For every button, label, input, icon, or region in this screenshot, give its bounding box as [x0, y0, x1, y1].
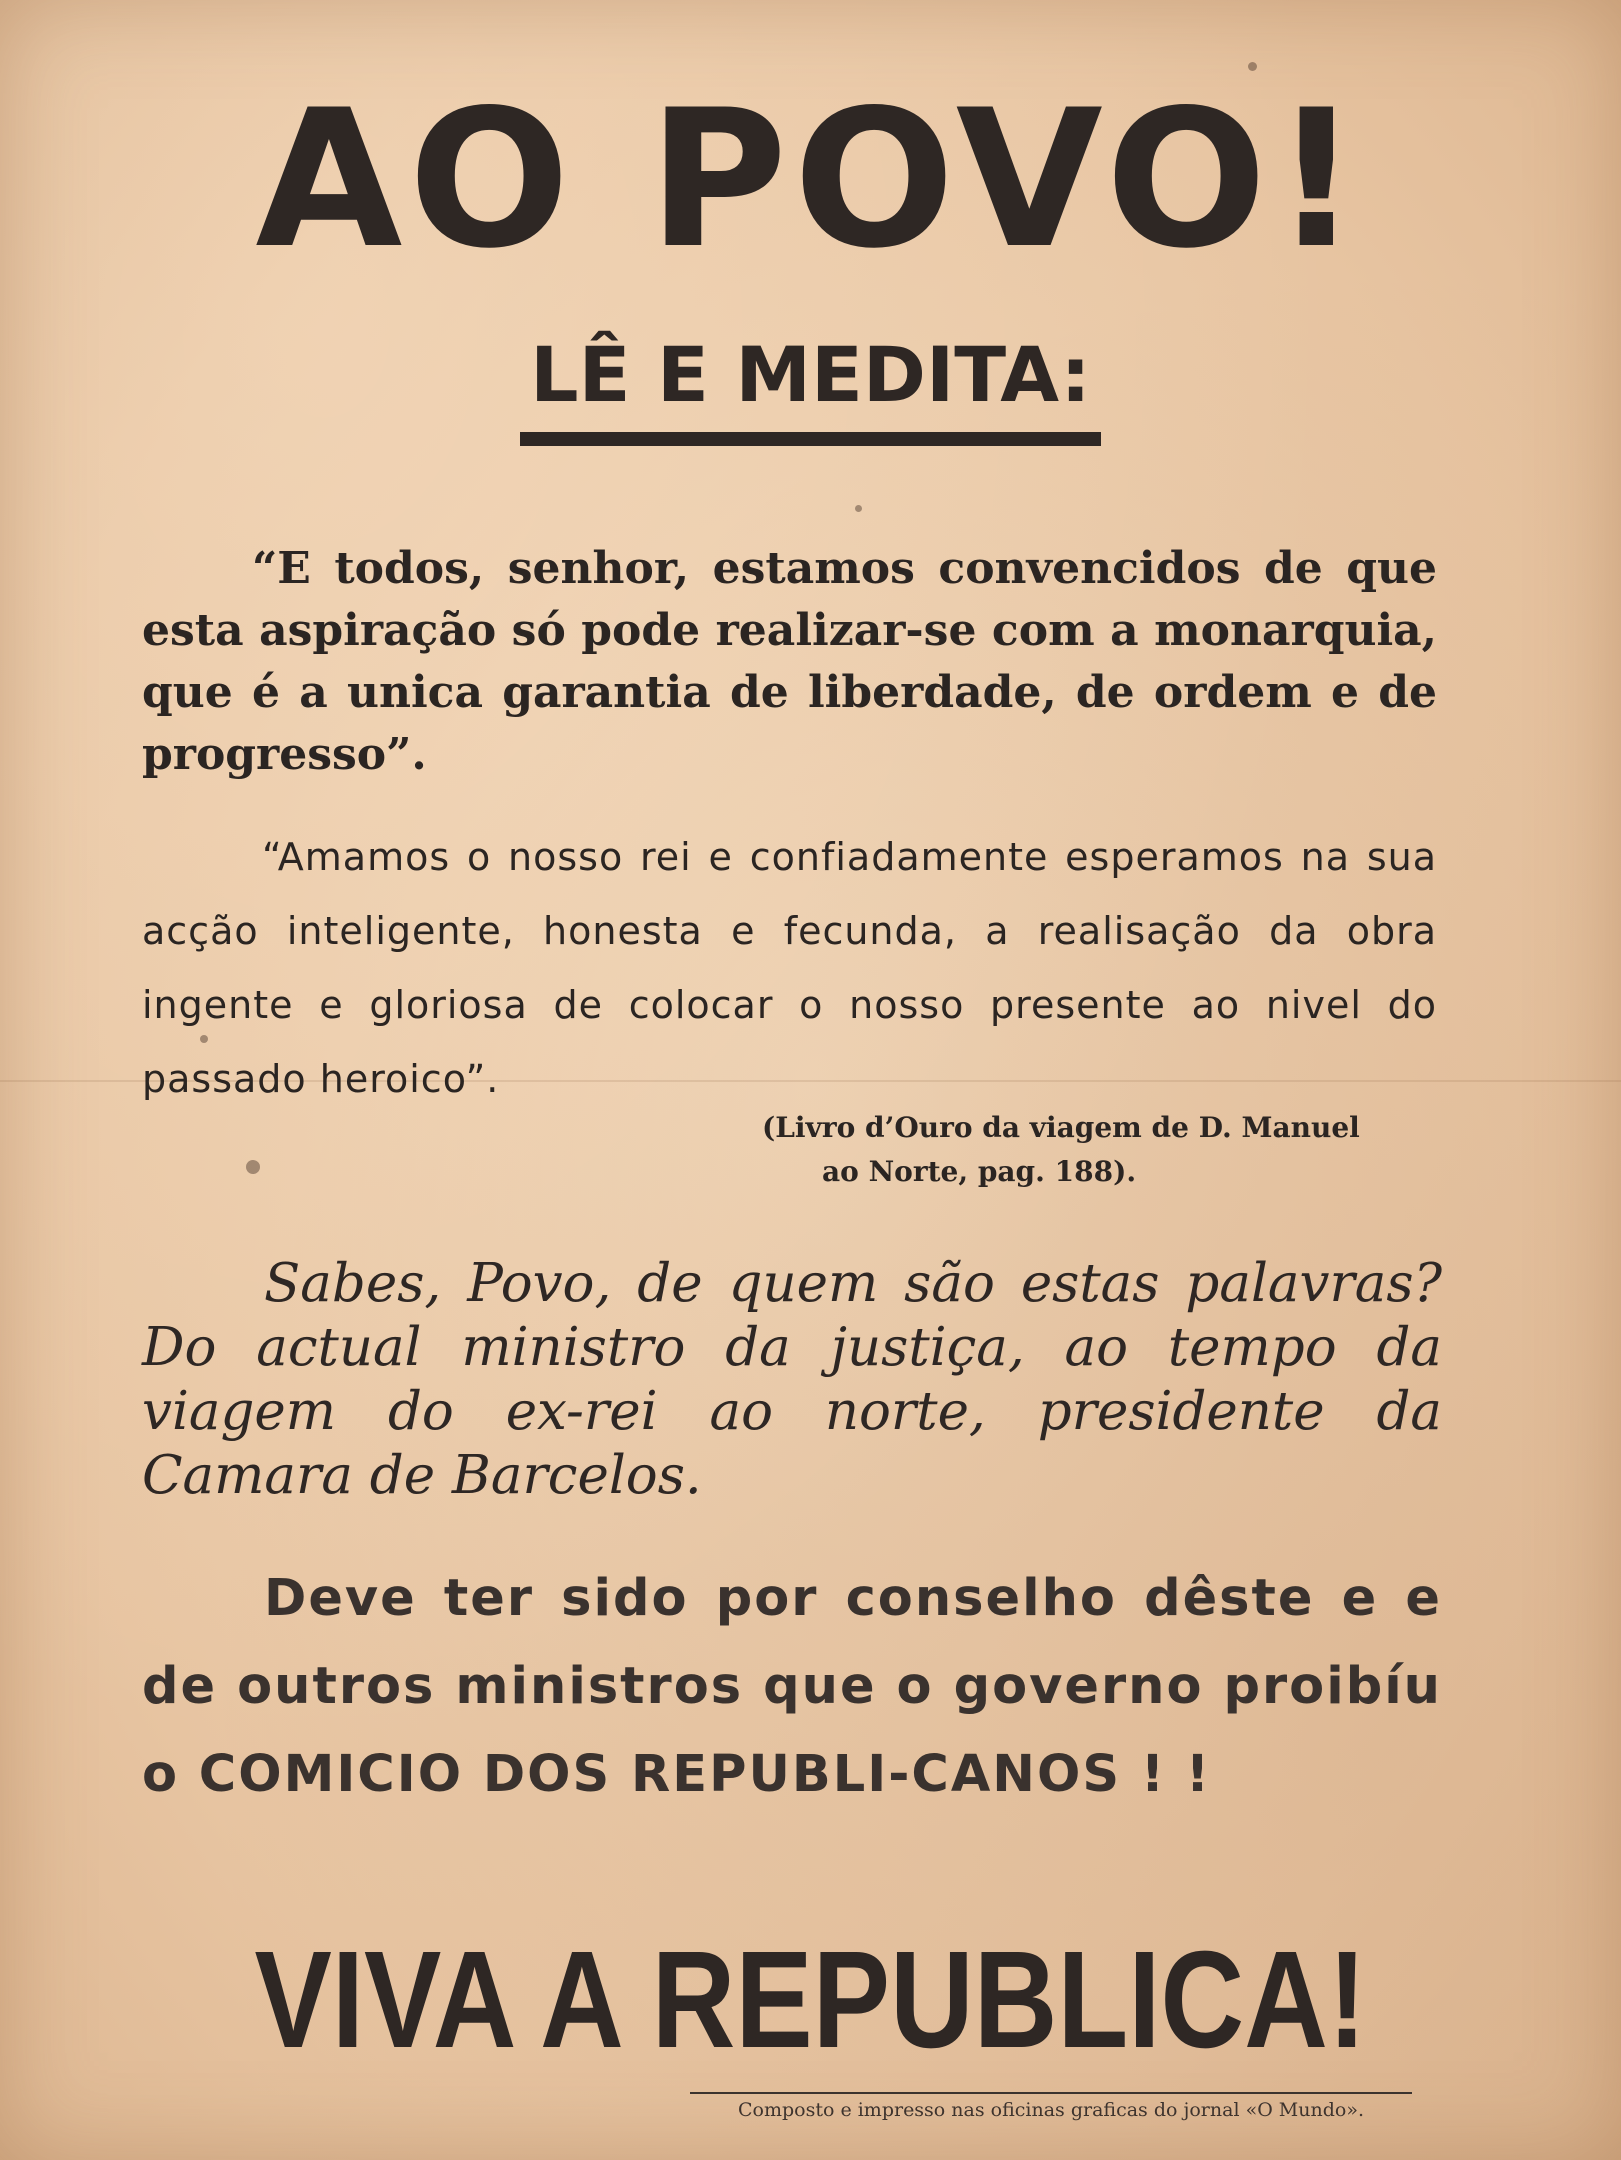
poster-title: AO POVO!: [255, 69, 1366, 290]
citation-line-2: ao Norte, pag. 188).: [822, 1155, 1137, 1188]
ink-speck: [855, 505, 862, 512]
citation-line-1: (Livro d’Ouro da viagem de D. Manuel: [762, 1111, 1360, 1144]
advice-paragraph: Deve ter sido por conselho dêste e e de outros ministros que o governo proibíu o COMICIO DOS REPUBLI-CANOS ! !: [142, 1569, 1442, 1804]
question-paragraph: Sabes, Povo, de quem são estas palavras? Do actual ministro da justiça, ao tempo da viagem do ex-rei ao norte, presidente da Camara de Barcelos.: [142, 1253, 1442, 1506]
quote-paragraph-1: “E todos, senhor, estamos convencidos de que esta aspiração só pode realizar-se com a monarquia, que é a unica garantia de liberdade, de ordem e de progresso”.: [142, 543, 1437, 780]
printer-imprint: Composto e impresso nas oficinas graficas do jornal «O Mundo».: [737, 2099, 1365, 2121]
quote-citation: [762, 1106, 1452, 1194]
closing-slogan: VIVA A REPUBLICA!: [254, 1923, 1367, 2077]
poster-subtitle: LÊ E MEDITA:: [520, 330, 1101, 446]
quote-paragraph-2: “Amamos o nosso rei e confiadamente esperamos na sua acção inteligente, honesta e fecunda, a realisação da obra ingente e gloriosa de colocar o nosso presente ao nivel do passado heroico”.: [142, 835, 1437, 1101]
subtitle-block: [0, 330, 1621, 446]
ink-speck: [246, 1160, 260, 1174]
printer-divider: [690, 2092, 1412, 2094]
